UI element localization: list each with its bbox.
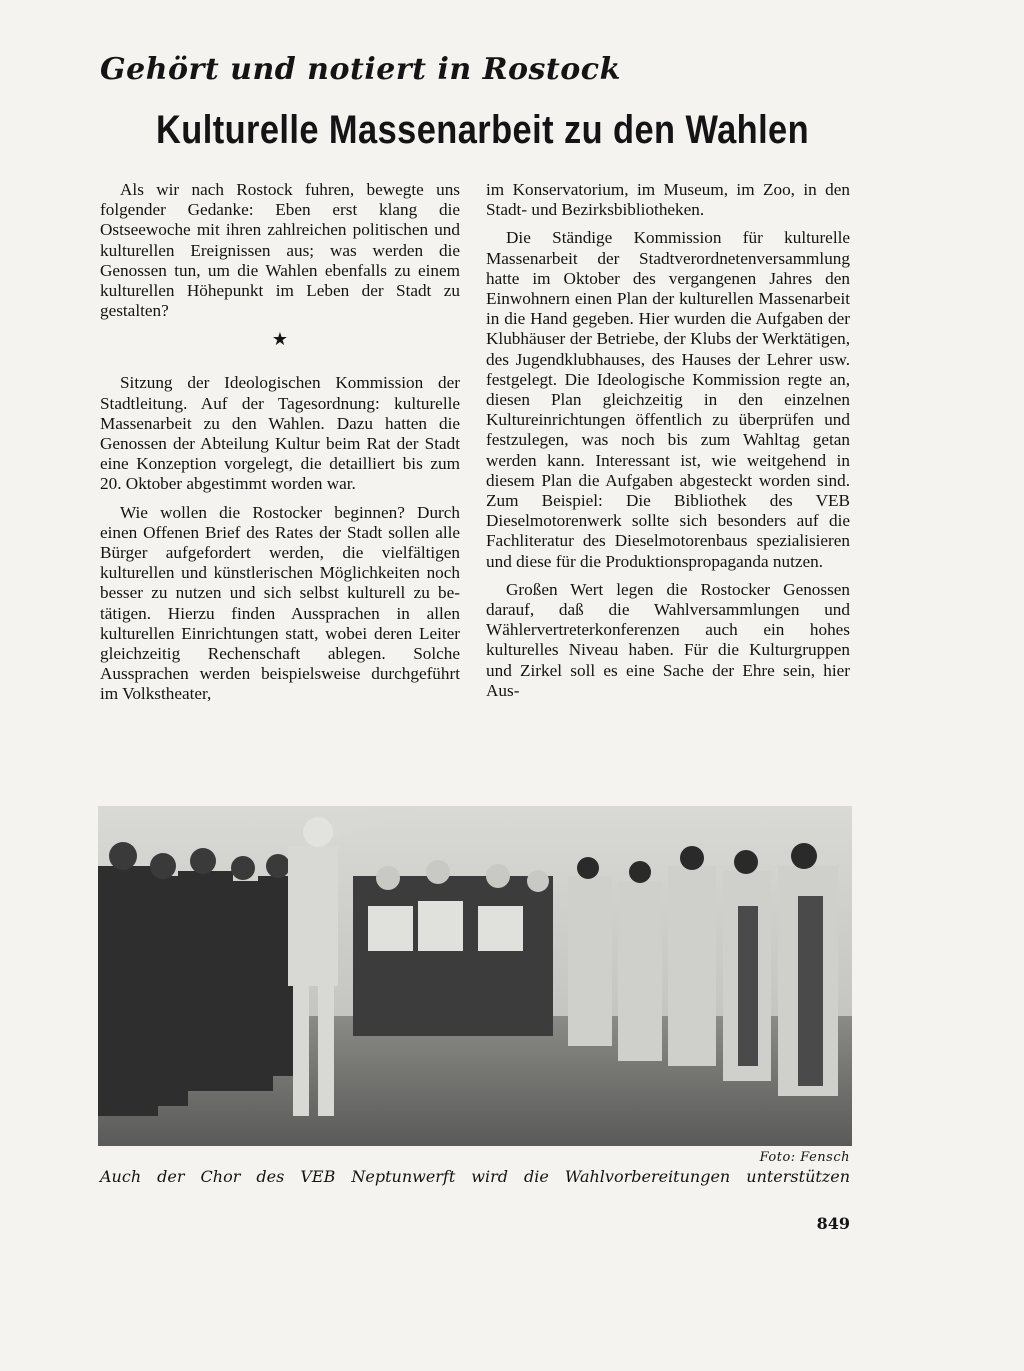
article-headline: Kulturelle Massenarbeit zu den Wahlen xyxy=(156,108,810,152)
paragraph: Die Ständige Kommission für kulturelle Massenarbeit der Stadtverordnetenversammlung hatte im Oktober des vergangenen Jahres den Einwohnern einen Plan der kulturellen Massenarbeit in die Hand gegeben. Hier wurden die Aufgaben der Klubhäuser der Betriebe, der Klubs der Werktätigen, des Jugendklubhauses, des Hauses der Lehrer usw. festgelegt. Die Ideologische Kommission regte an, diesen Plan gleichzeitig in den einzelnen Kultureinrichtungen öffentlich zu überprüfen und festzulegen, was noch bis zum Wahltag getan werden kann. Interessant ist, wie weitgehend in diesem Plan die Aufgaben abgesteckt worden sind. Zum Beispiel: Die Bibliothek des VEB Dieselmotorenwerk sollte sich besonders auf die Fachliteratur des Dieselmotorenbaus spezialisieren und diese für die Produktionspropaganda nutzen. xyxy=(486,228,850,571)
photo-credit: Foto: Fensch xyxy=(759,1150,850,1165)
choir-photo-illustration xyxy=(98,806,852,1146)
photo-caption: Auch der Chor des VEB Neptunwerft wird die Wahlvorbereitungen unterstützen xyxy=(100,1167,850,1186)
section-kicker: Gehört und notiert in Rostock xyxy=(100,52,621,87)
paragraph: im Konservatorium, im Museum, im Zoo, in den Stadt- und Bezirksbibliotheken. xyxy=(486,180,850,220)
text-column-right xyxy=(486,180,850,709)
page-number: 849 xyxy=(816,1214,850,1233)
paragraph: Großen Wert legen die Rostocker Genossen darauf, daß die Wahlversammlungen und Wählervertreterkonferenzen auch ein hohes kulturelles Niveau haben. Für die Kulturgruppen und Zirkel soll es eine Sache der Ehre sein, hier Aus- xyxy=(486,579,850,700)
paragraph: Wie wollen die Rostocker beginnen? Durch einen Offenen Brief des Rates der Stadt sollen alle Bürger aufgefordert werden, die vielfältigen kulturellen und künstlerischen Möglichkeiten noch besser zu nutzen und sich selbst kulturell zu betätigen. Hierzu finden Aussprachen in allen kulturellen Einrichtungen statt, wobei deren Leiter gleichzeitig Rechenschaft ablegen. Solche Aussprachen werden beispielsweise durchgeführt im Volkstheater, xyxy=(100,502,460,704)
star-separator-icon: ★ xyxy=(271,329,289,350)
choir-photo xyxy=(98,806,852,1146)
paragraph: Sitzung der Ideologischen Kommission der Stadtleitung. Auf der Tagesordnung: kulturelle Massenarbeit zu den Wahlen. Dazu hatten die Genossen der Abteilung Kultur beim Rat der Stadt eine Konzeption vorgelegt, die detailliert bis zum 20. Oktober abgestimmt worden war. xyxy=(100,373,460,494)
paragraph: Als wir nach Rostock fuhren, bewegte uns folgender Gedanke: Eben erst klang die Ostseewoche mit ihren zahlreichen politischen und kulturellen Ereignissen aus; was werden die Genossen tun, um die Wahlen ebenfalls zu einem kulturellen Höhepunkt im Leben der Stadt zu gestalten? xyxy=(100,180,460,321)
text-column-left xyxy=(100,180,460,713)
